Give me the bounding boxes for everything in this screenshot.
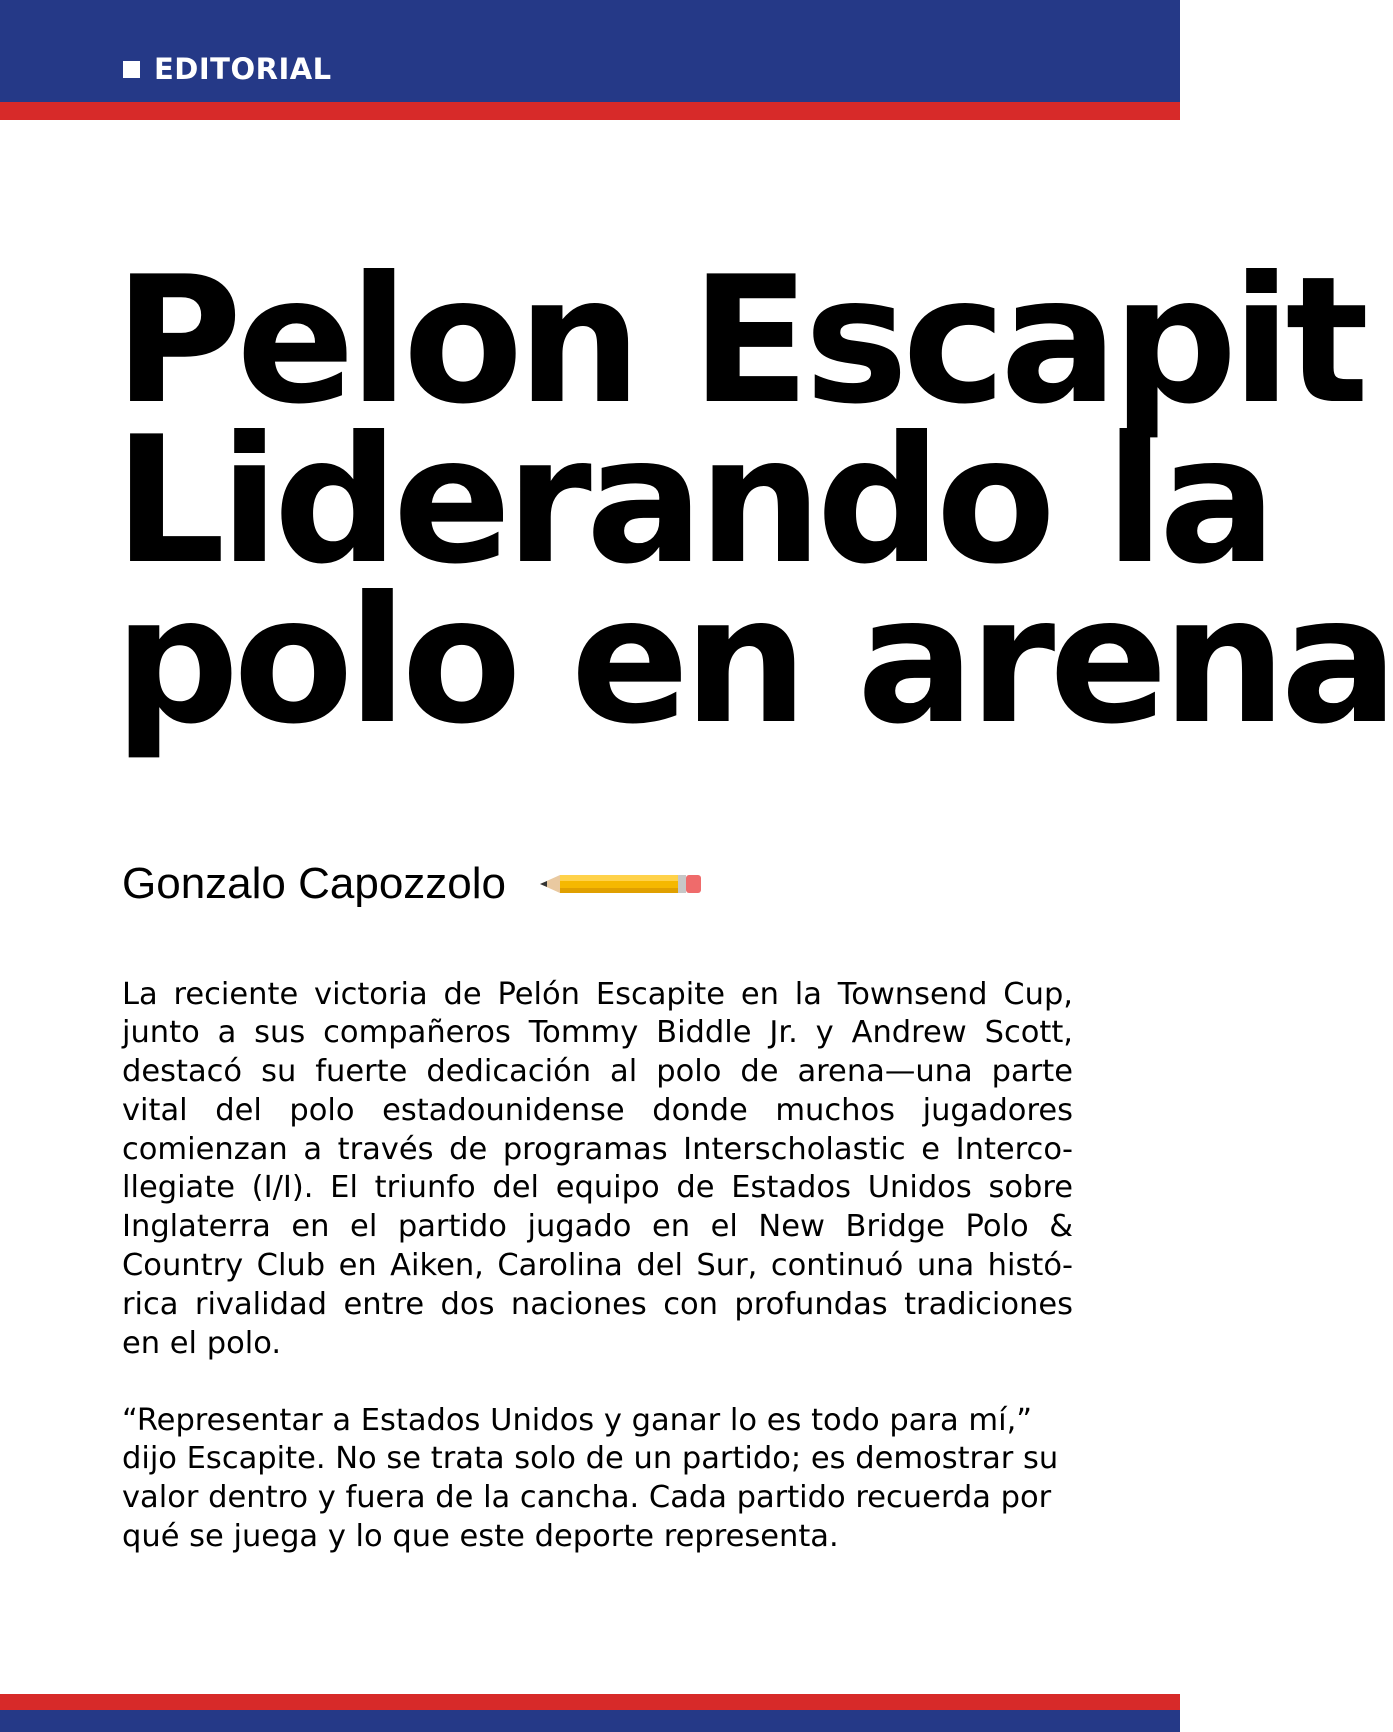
- section-label: [123, 49, 332, 89]
- article-paragraph-1: La reciente victoria de Pelón Escapite en la Townsend Cup, junto a sus compañeros Tommy Biddle Jr. y Andrew Scott, destacó su fuerte dedicación al polo de arena—una parte vital del polo estadounidense donde muchos jugadores comienzan a través de programas Interscholastic e Intercollegiate (I/I). El triunfo del equipo de Estados Unidos sobre Inglaterra en el partido jugado en el New Bridge Polo & Country Club en Aiken, Carolina del Sur, continuó una histórica rivalidad entre dos naciones con profundas tradiciones en el polo.: [122, 976, 1073, 1361]
- byline: [122, 858, 703, 910]
- author-name: Gonzalo Capozzolo: [122, 859, 507, 908]
- section-title: EDITORIAL: [154, 52, 332, 86]
- article-paragraph-2: “Representar a Estados Unidos y ganar lo es todo para mí,” dijo Escapite. No se trata solo de un partido; es demostrar su valor dentro y fuera de la cancha. Cada partido recuerda por qué se juega y lo que este deporte representa.: [122, 1402, 1059, 1554]
- headline-line-3: polo en arena: [114, 560, 1393, 763]
- header-stripe: [0, 102, 1180, 120]
- headline-line-1: Pelon Escapit: [114, 240, 1364, 443]
- square-bullet-icon: [123, 61, 140, 78]
- headline-line-2: Liderando la: [114, 400, 1271, 603]
- headline: [114, 240, 1393, 763]
- pencil-icon: [538, 869, 703, 899]
- footer-stripe: [0, 1694, 1180, 1710]
- footer-bar: [0, 1710, 1180, 1732]
